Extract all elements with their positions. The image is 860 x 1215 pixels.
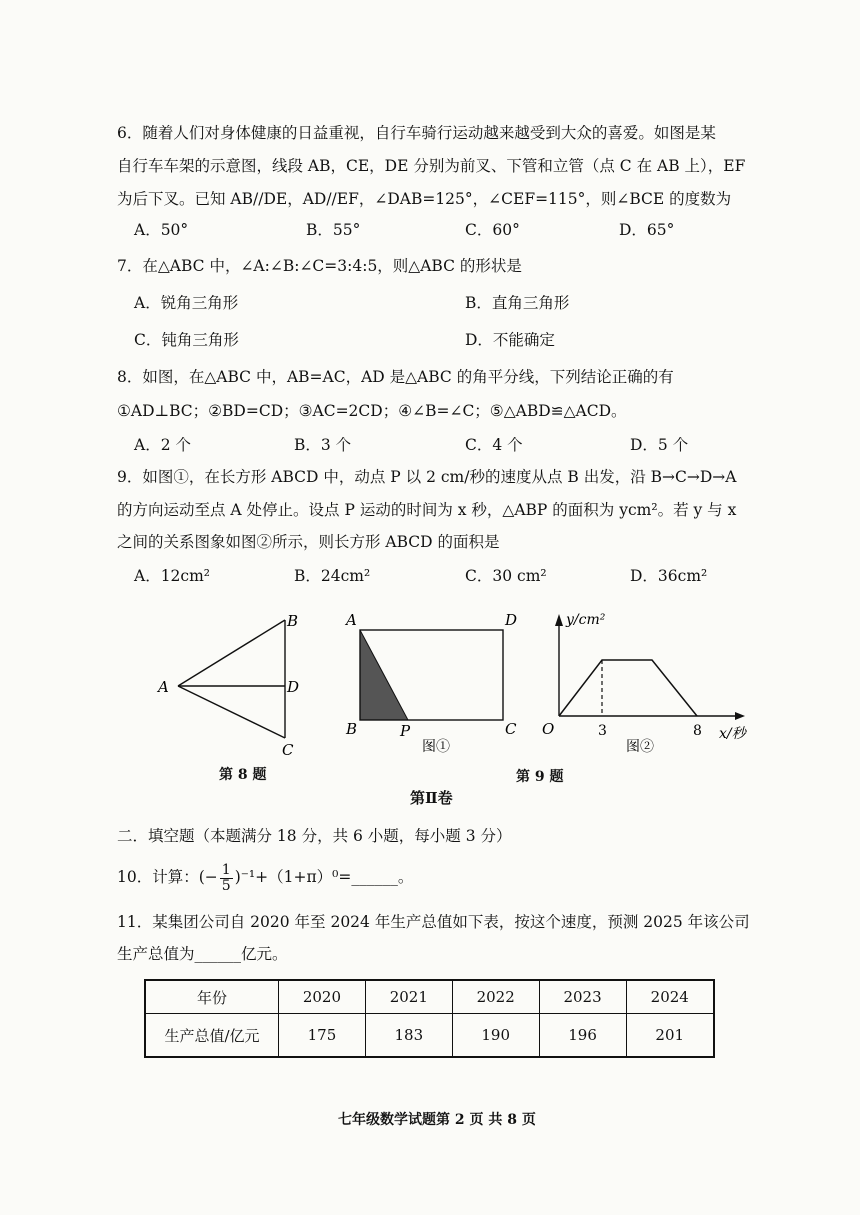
table-row — [145, 980, 714, 1014]
q9-area-graph — [535, 608, 775, 768]
label-b: B — [346, 720, 358, 738]
q6-option-c: C．60° — [465, 221, 520, 239]
year-cell: 2022 — [452, 980, 539, 1014]
value-cell: 201 — [626, 1014, 714, 1058]
value-cell: 175 — [279, 1014, 366, 1058]
year-cell: 2020 — [279, 980, 366, 1014]
y-axis-arrow — [555, 614, 563, 626]
volume-title: 第Ⅱ卷 — [410, 789, 453, 807]
q7-option-a: A．锐角三角形 — [134, 294, 239, 312]
year-cell: 2021 — [365, 980, 452, 1014]
q7-option-b: B．直角三角形 — [465, 294, 570, 312]
label-a: A — [158, 678, 169, 696]
value-cell: 183 — [365, 1014, 452, 1058]
q10-fraction — [220, 863, 233, 894]
q9-line-1: 9．如图①，在长方形 ABCD 中，动点 P 以 2 cm/秒的速度从点 B 出发，沿 B→C→D→A — [117, 468, 737, 486]
tick-label-8: 8 — [693, 723, 702, 739]
q8-stem: 8．如图，在△ABC 中，AB=AC，AD 是△ABC 的角平分线，下列结论正确的有 — [117, 368, 674, 386]
q6-option-a: A．50° — [134, 221, 189, 239]
page-footer: 七年级数学试题第 2 页 共 8 页 — [338, 1112, 536, 1128]
shaded-triangle-abp — [360, 630, 408, 720]
value-cell: 196 — [539, 1014, 626, 1058]
q7-option-d: D．不能确定 — [465, 331, 555, 349]
q10-frac-den: 5 — [221, 877, 231, 894]
q7-stem: 7．在△ABC 中，∠A:∠B:∠C=3:4:5，则△ABC 的形状是 — [117, 257, 522, 275]
q6-option-b: B．55° — [306, 221, 361, 239]
fig1-caption: 图① — [422, 739, 450, 755]
q9-option-d: D．36cm² — [630, 567, 708, 585]
label-c: C — [282, 741, 294, 758]
q8-option-c: C．4 个 — [465, 436, 523, 454]
year-cell: 2024 — [626, 980, 714, 1014]
production-table — [144, 979, 715, 1058]
value-cell: 190 — [452, 1014, 539, 1058]
q8-triangle-figure — [150, 608, 320, 758]
q9-rectangle-figure — [340, 608, 525, 763]
fig9-caption: 第 9 题 — [516, 769, 564, 785]
side-ac — [178, 686, 285, 738]
y-axis-label: y/cm² — [566, 612, 606, 628]
q8-option-d: D．5 个 — [630, 436, 689, 454]
area-function-line — [559, 660, 697, 716]
q11-line-2: 生产总值为______亿元。 — [117, 945, 288, 963]
label-d: D — [287, 678, 300, 696]
label-c: C — [505, 720, 517, 738]
q8-conclusions: ①AD⊥BC；②BD=CD；③AC=2CD；④∠B=∠C；⑤△ABD≌△ACD。 — [117, 402, 627, 420]
label-a: A — [346, 611, 357, 629]
q10-frac-num: 1 — [221, 861, 231, 878]
q6-line-2: 自行车车架的示意图，线段 AB，CE，DE 分别为前叉、下管和立管（点 C 在 AB 上），EF — [117, 157, 746, 175]
tick-label-3: 3 — [598, 723, 607, 739]
fill-section-title: 二．填空题（本题满分 18 分，共 6 小题，每小题 3 分） — [117, 827, 512, 845]
header-label: 年份 — [145, 980, 279, 1014]
fig8-caption: 第 8 题 — [219, 767, 267, 783]
x-axis-arrow — [735, 712, 745, 720]
q10-suffix: )⁻¹+（1+π）⁰=______。 — [234, 868, 414, 886]
x-axis-label: x/秒 — [719, 726, 746, 742]
label-b: B — [287, 612, 299, 630]
q10-expression — [117, 860, 413, 898]
q9-option-c: C．30 cm² — [465, 567, 547, 585]
q8-option-b: B．3 个 — [294, 436, 352, 454]
side-ab — [178, 620, 285, 686]
q9-line-2: 的方向运动至点 A 处停止。设点 P 运动的时间为 x 秒，△ABP 的面积为 ycm²。若 y 与 x — [117, 501, 737, 519]
q9-option-a: A．12cm² — [134, 567, 211, 585]
table-row — [145, 1014, 714, 1058]
q8-option-a: A．2 个 — [134, 436, 191, 454]
q7-option-c: C．钝角三角形 — [134, 331, 239, 349]
q11-line-1: 11．某集团公司自 2020 年至 2024 年生产总值如下表，按这个速度，预测 2025 年该公司 — [117, 913, 750, 931]
label-p: P — [400, 722, 411, 740]
q6-line-1: 6．随着人们对身体健康的日益重视，自行车骑行运动越来越受到大众的喜爱。如图是某 — [117, 124, 716, 142]
origin-label: O — [542, 720, 555, 738]
q9-option-b: B．24cm² — [294, 567, 371, 585]
label-d: D — [505, 611, 518, 629]
q6-option-d: D．65° — [619, 221, 675, 239]
year-cell: 2023 — [539, 980, 626, 1014]
fig2-caption: 图② — [626, 739, 654, 755]
q10-prefix: 10．计算：(− — [117, 868, 218, 886]
q9-line-3: 之间的关系图象如图②所示，则长方形 ABCD 的面积是 — [117, 533, 500, 551]
row-label: 生产总值/亿元 — [145, 1014, 279, 1058]
q6-line-3: 为后下叉。已知 AB//DE，AD//EF，∠DAB=125°，∠CEF=115°，则∠BCE 的度数为 — [117, 190, 732, 208]
